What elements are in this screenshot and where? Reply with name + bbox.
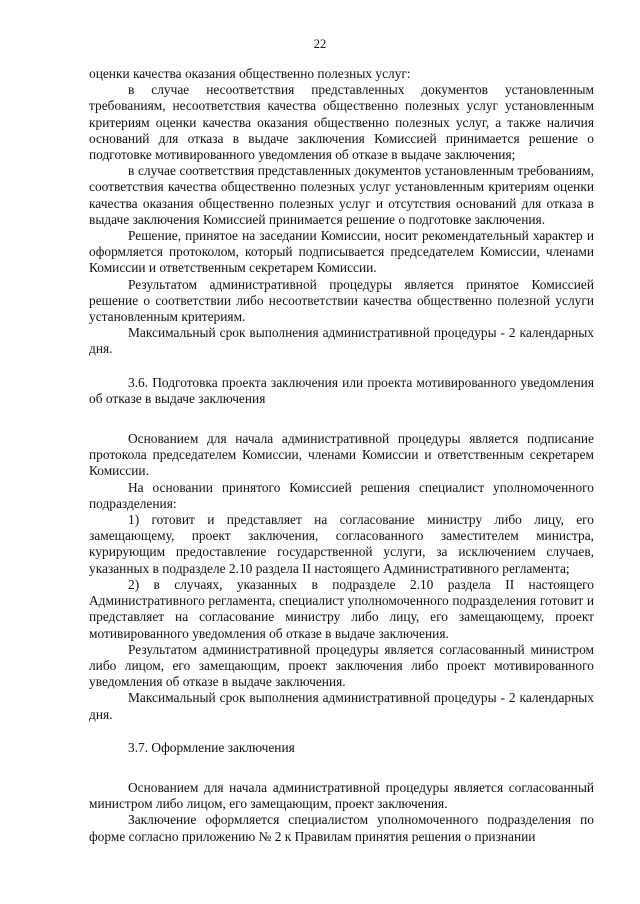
paragraph: в случае несоответствия представленных документов установленным требованиям, несоответствия качества общественно полезных услуг установленным критериям оценки качества оказания общественно полезных услуг, а также наличия оснований для отказа в выдаче заключения Комиссией принимается решение о подготовке мотивированного уведомления об отказе в выдаче заключения; xyxy=(89,82,594,163)
paragraph: На основании принятого Комиссией решения специалист уполномоченного подразделения: xyxy=(89,479,594,511)
paragraph: Решение, принятое на заседании Комиссии, носит рекомендательный характер и оформляется протоколом, который подписывается председателем Комиссии, членами Комиссии и ответственным секретарем Комиссии. xyxy=(89,228,594,276)
paragraph: Результатом административной процедуры является принятое Комиссией решение о соответствии либо несоответствии качества общественно полезной услуги установленным критериям. xyxy=(89,276,594,325)
paragraph: Максимальный срок выполнения административной процедуры - 2 календарных дня. xyxy=(89,325,594,357)
paragraph: Заключение оформляется специалистом уполномоченного подразделения по форме согласно приложению № 2 к Правилам принятия решения о признании xyxy=(89,812,594,844)
paragraph: в случае соответствия представленных документов установленным требованиям, соответствия качества общественно полезных услуг установленным критериям оценки качества оказания общественно полезных услуг и отсутствия оснований для отказа в выдаче заключения Комиссией принимается решение о подготовке заключения. xyxy=(89,163,594,227)
list-item: 1) готовит и представляет на согласование министру либо лицу, его замещающему, проект заключения, согласованного заместителем министра, курирующим предоставление государственной услуги, за исключением случаев, указанных в подразделе 2.10 раздела II настоящего Административного регламента; xyxy=(89,512,594,576)
section-heading-3-6: 3.6. Подготовка проекта заключения или проекта мотивированного уведомления об отказе в выдаче заключения xyxy=(89,374,594,406)
paragraph: Максимальный срок выполнения административной процедуры - 2 календарных дня. xyxy=(89,690,594,722)
paragraph: Основанием для начала административной процедуры является согласованный министром либо лицом, его замещающим, проект заключения. xyxy=(89,779,594,812)
paragraph: оценки качества оказания общественно полезных услуг: xyxy=(89,66,411,81)
document-body xyxy=(89,66,594,845)
list-item: 2) в случаях, указанных в подразделе 2.10 раздела II настоящего Административного регламента, специалист уполномоченного подразделения готовит и представляет на согласование министру либо лицу, его замещающему, проект мотивированного уведомления об отказе в выдаче заключения. xyxy=(89,576,594,641)
page-number: 22 xyxy=(313,37,327,51)
paragraph: Основанием для начала административной процедуры является подписание протокола председателем Комиссии, членами Комиссии и ответственным секретарем Комиссии. xyxy=(89,431,594,479)
section-heading-3-7: 3.7. Оформление заключения xyxy=(128,739,295,755)
paragraph: Результатом административной процедуры является согласованный министром либо лицом, его замещающим, проект заключения либо проект мотивированного уведомления об отказе в выдаче заключения. xyxy=(89,641,594,690)
